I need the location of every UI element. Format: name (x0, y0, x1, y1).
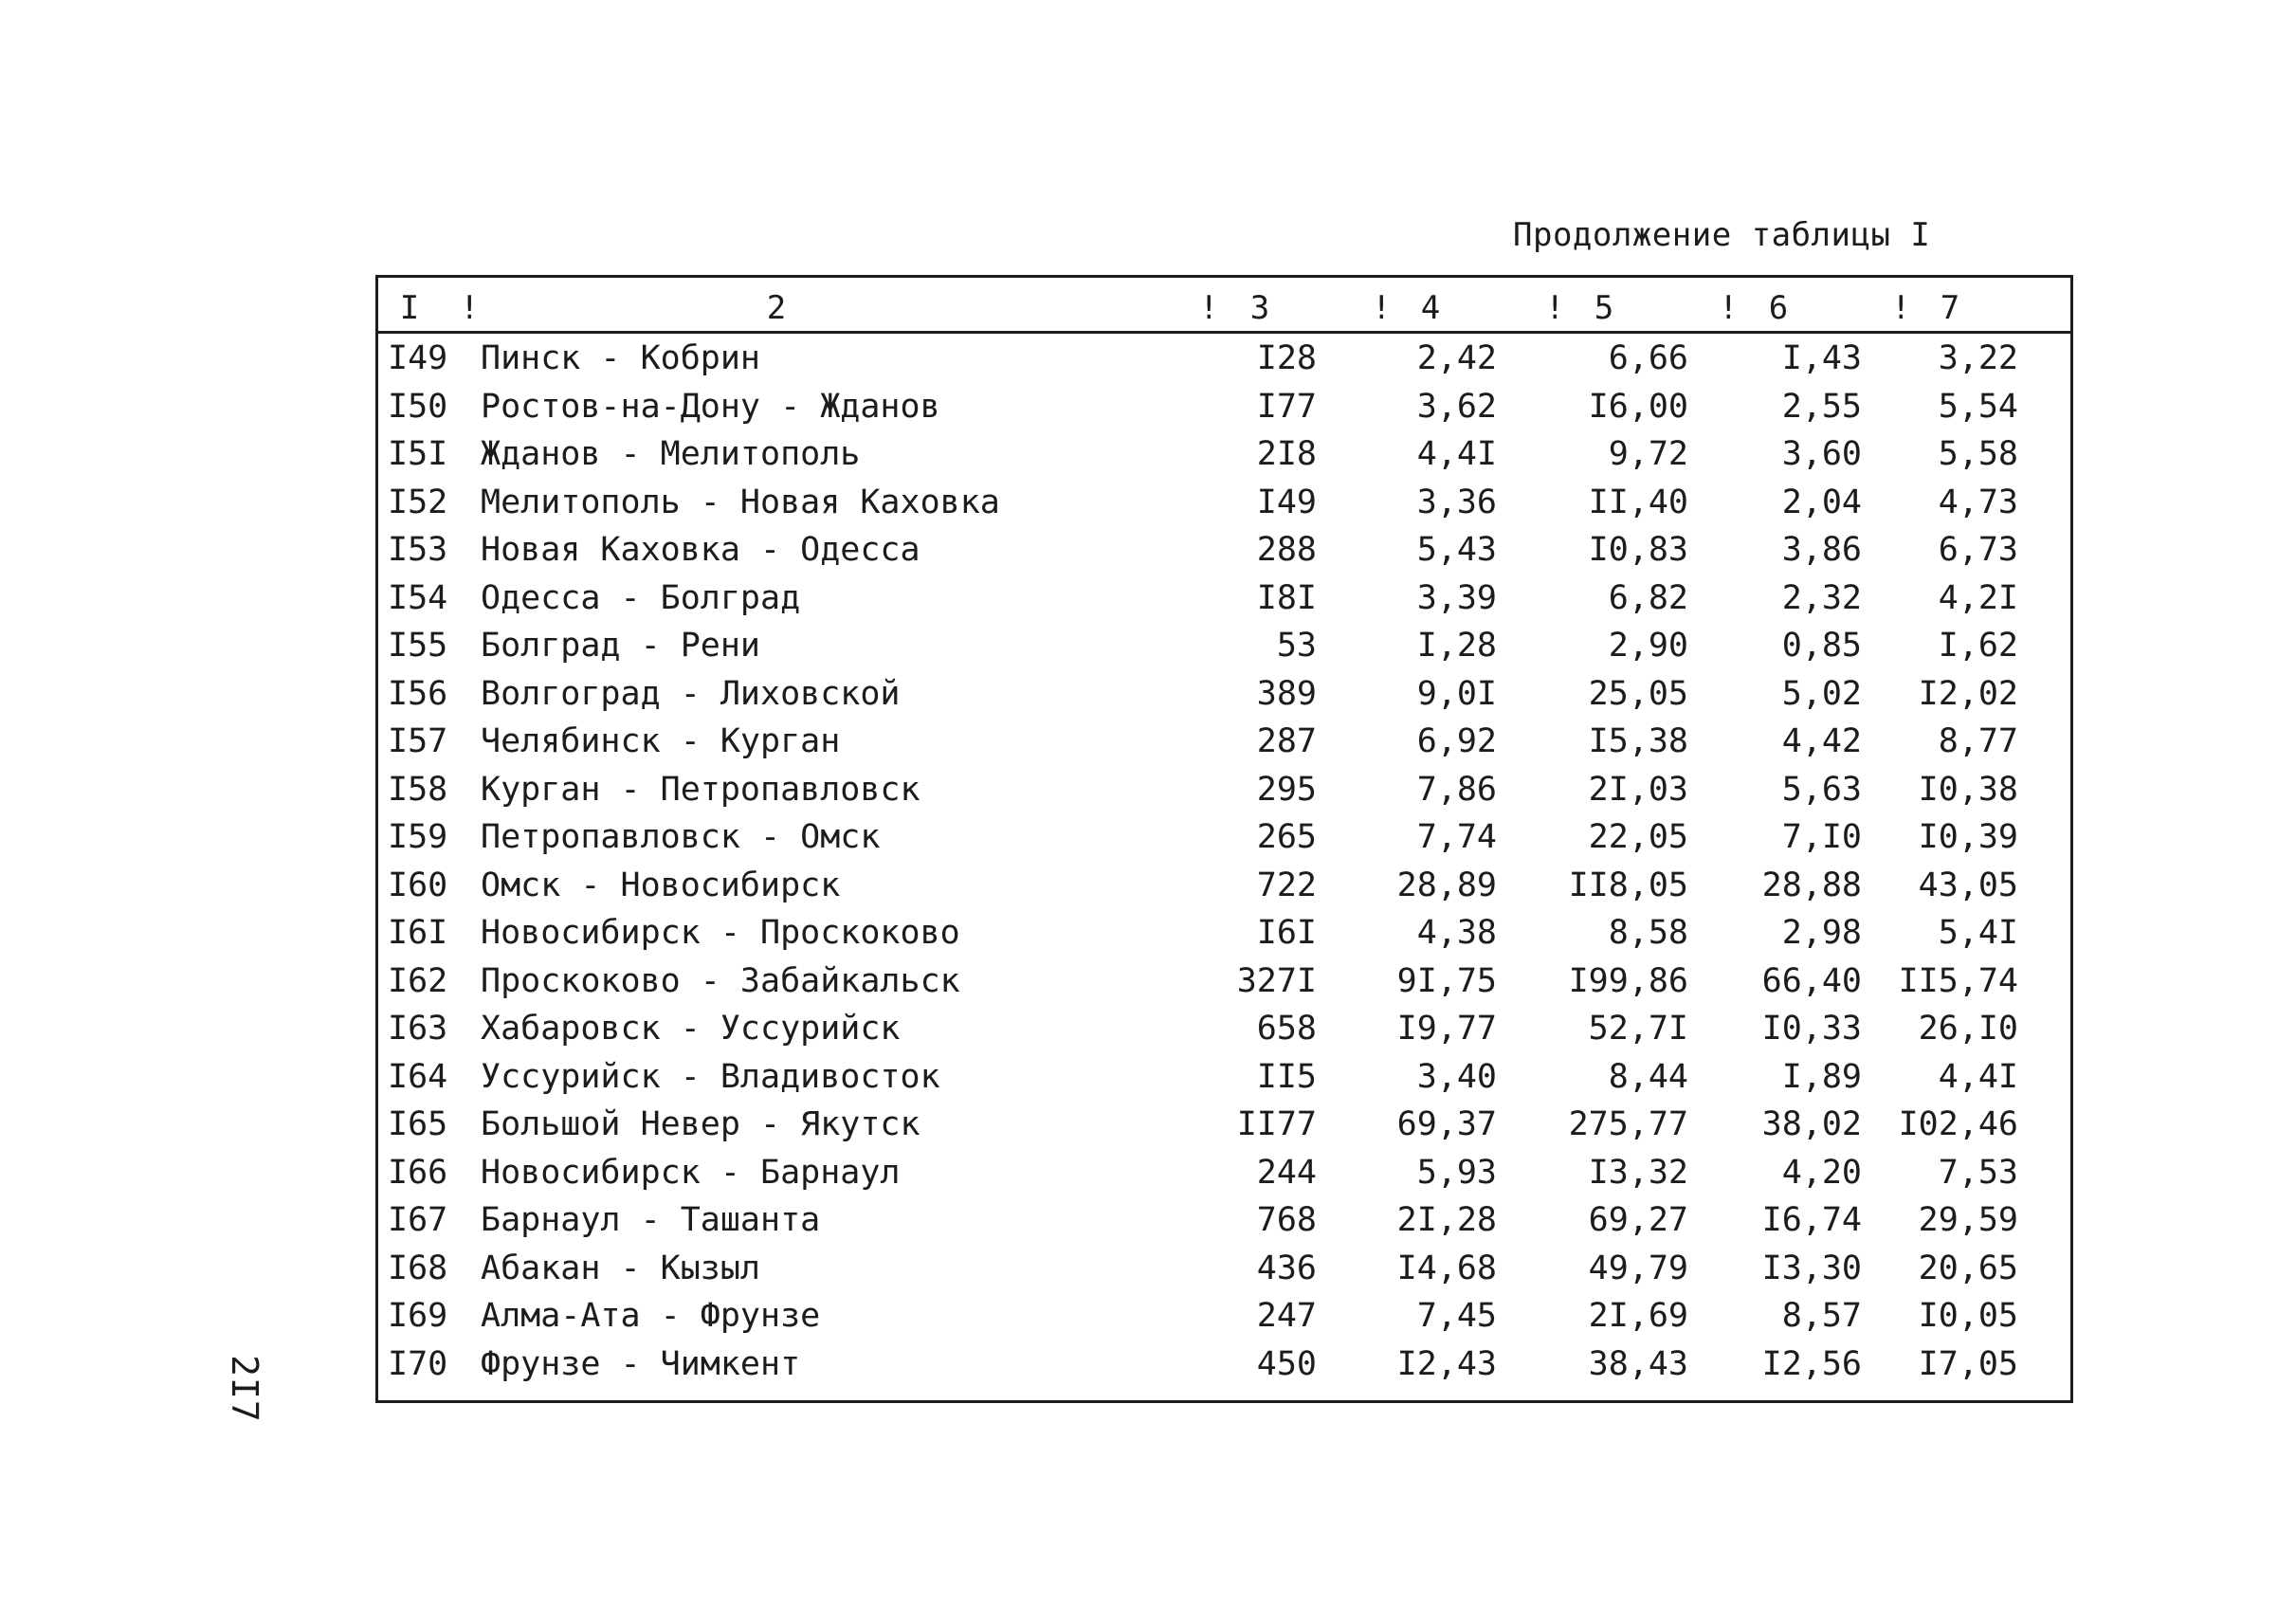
cell-route-name: Болград - Рени (481, 627, 761, 665)
data-table (375, 275, 2073, 1403)
cell-value-4: I,28 (1416, 627, 1497, 665)
cell-route-name: Омск - Новосибирск (481, 866, 841, 904)
cell-route-name: Пинск - Кобрин (481, 339, 761, 377)
cell-value-7: I02,46 (1898, 1105, 2018, 1143)
cell-value-7: I7,05 (1918, 1344, 2018, 1383)
cell-value-6: 3,86 (1781, 531, 1862, 569)
cell-value-5: 38,43 (1588, 1344, 1688, 1383)
cell-value-6: I2,56 (1761, 1344, 1862, 1383)
cell-value-7: 4,4I (1938, 1057, 2018, 1096)
cell-value-5: 8,44 (1608, 1057, 1688, 1096)
table-row (378, 1051, 2070, 1100)
cell-value-7: 5,54 (1938, 387, 2018, 426)
cell-distance: 244 (1256, 1153, 1317, 1192)
header-separator: ! (1545, 289, 1565, 327)
cell-row-number: I50 (388, 387, 448, 426)
cell-value-5: I5,38 (1588, 722, 1688, 760)
cell-row-number: I69 (388, 1297, 448, 1335)
cell-value-4: I4,68 (1396, 1249, 1497, 1287)
table-row (378, 333, 2070, 381)
table-row (378, 860, 2070, 908)
cell-value-4: 3,36 (1416, 483, 1497, 521)
header-col-7: 7 (1940, 289, 1960, 327)
cell-distance: 389 (1256, 674, 1317, 713)
cell-value-4: 9,0I (1416, 674, 1497, 713)
cell-distance: 295 (1256, 770, 1317, 809)
table-row (378, 1339, 2070, 1387)
cell-distance: II5 (1256, 1057, 1317, 1096)
table-row (378, 956, 2070, 1004)
cell-value-5: 6,82 (1608, 578, 1688, 617)
cell-value-5: 22,05 (1588, 818, 1688, 856)
cell-row-number: I62 (388, 961, 448, 1000)
cell-value-6: 5,63 (1781, 770, 1862, 809)
cell-distance: II77 (1236, 1105, 1317, 1143)
cell-row-number: I5I (388, 435, 448, 473)
cell-value-7: I0,38 (1918, 770, 2018, 809)
cell-value-6: 66,40 (1761, 961, 1862, 1000)
cell-value-7: 8,77 (1938, 722, 2018, 760)
cell-value-4: 3,39 (1416, 578, 1497, 617)
cell-value-7: 5,58 (1938, 435, 2018, 473)
cell-value-4: 2,42 (1416, 339, 1497, 377)
table-header-row (378, 278, 2070, 334)
cell-route-name: Челябинск - Курган (481, 722, 841, 760)
cell-value-6: 5,02 (1781, 674, 1862, 713)
cell-value-7: I0,39 (1918, 818, 2018, 856)
cell-row-number: I52 (388, 483, 448, 521)
cell-value-6: 2,98 (1781, 914, 1862, 952)
cell-value-4: I2,43 (1396, 1344, 1497, 1383)
cell-value-5: 49,79 (1588, 1249, 1688, 1287)
cell-value-5: 2I,69 (1588, 1297, 1688, 1335)
cell-value-5: 25,05 (1588, 674, 1688, 713)
cell-route-name: Мелитополь - Новая Каховка (481, 483, 1000, 521)
cell-route-name: Хабаровск - Уссурийск (481, 1010, 901, 1048)
cell-row-number: I66 (388, 1153, 448, 1192)
cell-value-6: I6,74 (1761, 1201, 1862, 1239)
table-row (378, 668, 2070, 717)
cell-distance: I49 (1256, 483, 1317, 521)
cell-value-5: II8,05 (1568, 866, 1688, 904)
cell-value-5: 69,27 (1588, 1201, 1688, 1239)
cell-value-7: 7,53 (1938, 1153, 2018, 1192)
cell-distance: I8I (1256, 578, 1317, 617)
cell-value-6: 3,60 (1781, 435, 1862, 473)
table-row (378, 381, 2070, 429)
cell-route-name: Жданов - Мелитополь (481, 435, 861, 473)
cell-value-4: 5,93 (1416, 1153, 1497, 1192)
table-row (378, 907, 2070, 956)
cell-route-name: Петропавловск - Омск (481, 818, 881, 856)
header-separator: ! (1199, 289, 1219, 327)
cell-value-5: 2I,03 (1588, 770, 1688, 809)
cell-value-7: 43,05 (1918, 866, 2018, 904)
cell-row-number: I56 (388, 674, 448, 713)
cell-value-7: 4,2I (1938, 578, 2018, 617)
cell-value-7: I0,05 (1918, 1297, 2018, 1335)
table-body (378, 333, 2070, 1386)
cell-value-5: 6,66 (1608, 339, 1688, 377)
table-row (378, 1290, 2070, 1339)
cell-distance: 327I (1236, 961, 1317, 1000)
cell-value-6: 4,42 (1781, 722, 1862, 760)
cell-value-5: I99,86 (1568, 961, 1688, 1000)
cell-distance: 768 (1256, 1201, 1317, 1239)
cell-value-6: 2,55 (1781, 387, 1862, 426)
cell-value-5: I6,00 (1588, 387, 1688, 426)
header-separator: ! (1372, 289, 1392, 327)
cell-value-4: 3,40 (1416, 1057, 1497, 1096)
header-col-3: 3 (1249, 289, 1270, 327)
cell-value-7: I,62 (1938, 627, 2018, 665)
cell-value-4: 3,62 (1416, 387, 1497, 426)
table-row (378, 1243, 2070, 1291)
cell-distance: 247 (1256, 1297, 1317, 1335)
cell-row-number: I68 (388, 1249, 448, 1287)
cell-distance: 265 (1256, 818, 1317, 856)
cell-route-name: Новосибирск - Проскоково (481, 914, 960, 952)
cell-value-7: 29,59 (1918, 1201, 2018, 1239)
cell-route-name: Алма-Ата - Фрунзе (481, 1297, 821, 1335)
cell-distance: 53 (1276, 627, 1317, 665)
cell-value-5: 275,77 (1568, 1105, 1688, 1143)
table-row (378, 1099, 2070, 1147)
header-col-1: I (399, 289, 420, 327)
cell-value-7: I2,02 (1918, 674, 2018, 713)
cell-distance: I6I (1256, 914, 1317, 952)
cell-distance: 288 (1256, 531, 1317, 569)
cell-value-5: 9,72 (1608, 435, 1688, 473)
cell-row-number: I58 (388, 770, 448, 809)
table-row (378, 1147, 2070, 1195)
cell-row-number: I53 (388, 531, 448, 569)
cell-value-5: I0,83 (1588, 531, 1688, 569)
cell-distance: 287 (1256, 722, 1317, 760)
cell-distance: I77 (1256, 387, 1317, 426)
header-col-2: 2 (766, 289, 787, 327)
cell-value-4: 4,38 (1416, 914, 1497, 952)
cell-value-4: 7,45 (1416, 1297, 1497, 1335)
cell-value-6: 7,I0 (1781, 818, 1862, 856)
header-separator: ! (1891, 289, 1911, 327)
table-row (378, 1194, 2070, 1243)
cell-route-name: Уссурийск - Владивосток (481, 1057, 940, 1096)
cell-value-4: 6,92 (1416, 722, 1497, 760)
cell-value-4: 69,37 (1396, 1105, 1497, 1143)
cell-route-name: Новосибирск - Барнаул (481, 1153, 901, 1192)
cell-row-number: I63 (388, 1010, 448, 1048)
cell-route-name: Курган - Петропавловск (481, 770, 920, 809)
cell-value-5: I3,32 (1588, 1153, 1688, 1192)
table-row (378, 1003, 2070, 1051)
cell-route-name: Волгоград - Лиховской (481, 674, 901, 713)
cell-row-number: I49 (388, 339, 448, 377)
cell-value-7: 26,I0 (1918, 1010, 2018, 1048)
cell-value-6: 0,85 (1781, 627, 1862, 665)
table-row (378, 429, 2070, 477)
header-col-4: 4 (1420, 289, 1441, 327)
cell-value-4: 7,74 (1416, 818, 1497, 856)
cell-distance: 450 (1256, 1344, 1317, 1383)
table-row (378, 620, 2070, 668)
table-row (378, 716, 2070, 764)
cell-value-6: I3,30 (1761, 1249, 1862, 1287)
cell-value-5: 2,90 (1608, 627, 1688, 665)
cell-distance: I28 (1256, 339, 1317, 377)
cell-row-number: I59 (388, 818, 448, 856)
cell-row-number: I60 (388, 866, 448, 904)
cell-value-6: 8,57 (1781, 1297, 1862, 1335)
cell-value-6: 2,32 (1781, 578, 1862, 617)
cell-row-number: I67 (388, 1201, 448, 1239)
table-row (378, 524, 2070, 573)
cell-value-4: 5,43 (1416, 531, 1497, 569)
cell-value-6: I0,33 (1761, 1010, 1862, 1048)
cell-value-7: 3,22 (1938, 339, 2018, 377)
cell-value-6: 4,20 (1781, 1153, 1862, 1192)
cell-value-4: 28,89 (1396, 866, 1497, 904)
table-row (378, 812, 2070, 860)
cell-distance: 436 (1256, 1249, 1317, 1287)
cell-value-7: II5,74 (1898, 961, 2018, 1000)
cell-route-name: Барнаул - Ташанта (481, 1201, 821, 1239)
table-row (378, 764, 2070, 812)
header-separator: ! (460, 289, 480, 327)
cell-value-6: I,43 (1781, 339, 1862, 377)
cell-value-7: 4,73 (1938, 483, 2018, 521)
cell-route-name: Фрунзе - Чимкент (481, 1344, 801, 1383)
header-col-5: 5 (1594, 289, 1614, 327)
table-row (378, 477, 2070, 525)
cell-value-7: 20,65 (1918, 1249, 2018, 1287)
header-col-6: 6 (1768, 289, 1789, 327)
cell-value-5: 8,58 (1608, 914, 1688, 952)
cell-route-name: Одесса - Болград (481, 578, 801, 617)
cell-value-7: 6,73 (1938, 531, 2018, 569)
cell-distance: 658 (1256, 1010, 1317, 1048)
cell-row-number: I55 (388, 627, 448, 665)
cell-row-number: I70 (388, 1344, 448, 1383)
cell-value-4: 9I,75 (1396, 961, 1497, 1000)
cell-route-name: Абакан - Кызыл (481, 1249, 761, 1287)
cell-row-number: I65 (388, 1105, 448, 1143)
cell-value-6: 28,88 (1761, 866, 1862, 904)
cell-value-4: 4,4I (1416, 435, 1497, 473)
cell-value-4: I9,77 (1396, 1010, 1497, 1048)
page-number-text: 2I7 (224, 1355, 265, 1423)
cell-value-6: I,89 (1781, 1057, 1862, 1096)
header-separator: ! (1719, 289, 1739, 327)
cell-row-number: I57 (388, 722, 448, 760)
cell-route-name: Проскоково - Забайкальск (481, 961, 960, 1000)
table-row (378, 573, 2070, 621)
cell-route-name: Большой Невер - Якутск (481, 1105, 920, 1143)
cell-row-number: I54 (388, 578, 448, 617)
cell-distance: 722 (1256, 866, 1317, 904)
cell-route-name: Новая Каховка - Одесса (481, 531, 920, 569)
cell-value-4: 7,86 (1416, 770, 1497, 809)
cell-value-4: 2I,28 (1396, 1201, 1497, 1239)
cell-row-number: I64 (388, 1057, 448, 1096)
cell-value-5: II,40 (1588, 483, 1688, 521)
cell-row-number: I6I (388, 914, 448, 952)
cell-value-5: 52,7I (1588, 1010, 1688, 1048)
cell-value-6: 2,04 (1781, 483, 1862, 521)
cell-value-7: 5,4I (1938, 914, 2018, 952)
cell-route-name: Ростов-на-Дону - Жданов (481, 387, 940, 426)
cell-distance: 2I8 (1256, 435, 1317, 473)
cell-value-6: 38,02 (1761, 1105, 1862, 1143)
table-caption: Продолжение таблицы I (1513, 216, 1931, 254)
